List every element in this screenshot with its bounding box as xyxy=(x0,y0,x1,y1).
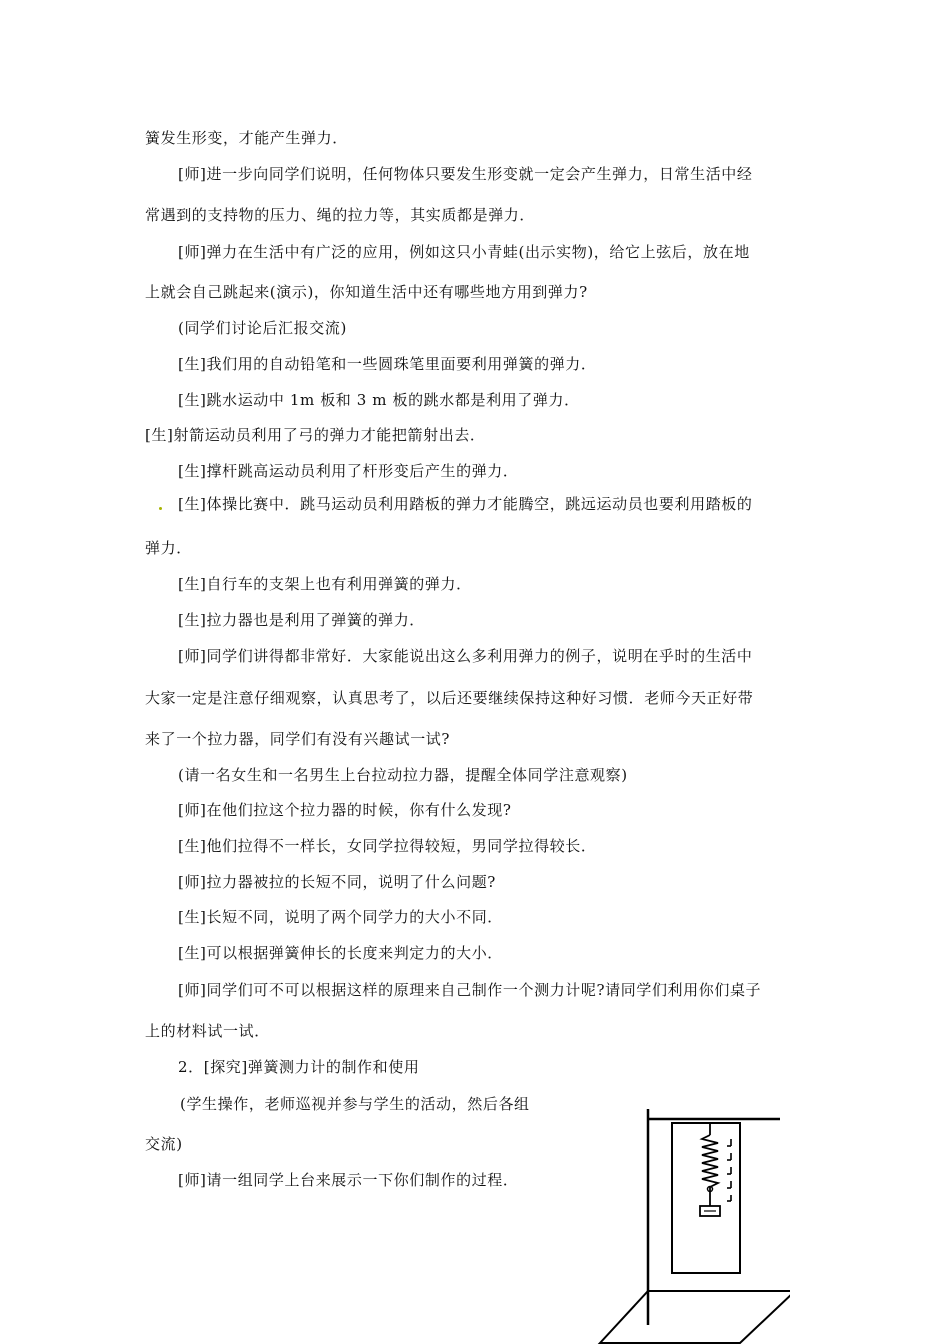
paragraph-line: [生]拉力器也是利用了弹簧的弹力． xyxy=(178,611,425,629)
paragraph-line: [生]跳水运动中 1m 板和 3 m 板的跳水都是利用了弹力． xyxy=(178,391,580,409)
paragraph-line: [生]自行车的支架上也有利用弹簧的弹力． xyxy=(178,575,472,593)
paragraph-line: 来了一个拉力器，同学们有没有兴趣试一试? xyxy=(145,730,451,748)
paragraph-line: [师]进一步向同学们说明，任何物体只要发生形变就一定会产生弹力，日常生活中经 xyxy=(178,165,753,183)
paragraph-line: [师]在他们拉这个拉力器的时候，你有什么发现? xyxy=(178,801,512,819)
paragraph-line: (请一名女生和一名男生上台拉动拉力器，提醒全体同学注意观察) xyxy=(178,766,628,784)
base-plate xyxy=(600,1291,790,1343)
paragraph-line: [师]请一组同学上台来展示一下你们制作的过程． xyxy=(178,1171,519,1189)
section-heading: 2．[探究]弹簧测力计的制作和使用 xyxy=(178,1058,420,1076)
paragraph-line: (同学们讨论后汇报交流) xyxy=(178,319,347,337)
paragraph-line: 大家一定是注意仔细观察，认真思考了，以后还要继续保持这种好习惯．老师今天正好带 xyxy=(145,689,754,707)
paragraph-line: 弹力． xyxy=(145,539,192,557)
spring xyxy=(702,1135,718,1187)
paragraph-line: 常遇到的支持物的压力、绳的拉力等，其实质都是弹力． xyxy=(145,206,536,224)
paragraph-line: [师]同学们讲得都非常好．大家能说出这么多利用弹力的例子，说明在乎时的生活中 xyxy=(178,647,753,665)
paragraph-line: 交流) xyxy=(145,1135,183,1153)
paragraph-line: [生]撑杆跳高运动员利用了杆形变后产生的弹力． xyxy=(178,462,519,480)
paragraph-line: [生]我们用的自动铅笔和一些圆珠笔里面要利用弹簧的弹力． xyxy=(178,355,597,373)
paragraph-line: [师]拉力器被拉的长短不同，说明了什么问题? xyxy=(178,873,496,891)
paragraph-line: 簧发生形变，才能产生弹力． xyxy=(145,129,348,147)
paragraph-line: [师]弹力在生活中有广泛的应用，例如这只小青蛙(出示实物)，给它上弦后，放在地 xyxy=(178,243,750,261)
paragraph-line: 上的材料试一试． xyxy=(145,1022,270,1040)
spring-scale-figure xyxy=(590,1105,790,1344)
paragraph-line: 上就会自己跳起来(演示)，你知道生活中还有哪些地方用到弹力? xyxy=(145,283,588,301)
paragraph-line: [生]射箭运动员利用了弓的弹力才能把箭射出去． xyxy=(145,426,486,444)
stray-mark xyxy=(159,507,162,510)
paragraph-line: [生]可以根据弹簧伸长的长度来判定力的大小． xyxy=(178,944,503,962)
paragraph-line: [生]长短不同，说明了两个同学力的大小不同． xyxy=(178,908,503,926)
paragraph-line: (学生操作，老师巡视并参与学生的活动，然后各组 xyxy=(180,1095,530,1113)
paragraph-line: [生]他们拉得不一样长，女同学拉得较短，男同学拉得较长． xyxy=(178,837,597,855)
paragraph-line: [师]同学们可不可以根据这样的原理来自己制作一个测力计呢?请同学们利用你们桌子 xyxy=(178,981,762,999)
paragraph-line: [生]体操比赛中．跳马运动员利用踏板的弹力才能腾空，跳远运动员也要利用踏板的 xyxy=(178,495,753,513)
scale-ticks xyxy=(727,1139,731,1201)
